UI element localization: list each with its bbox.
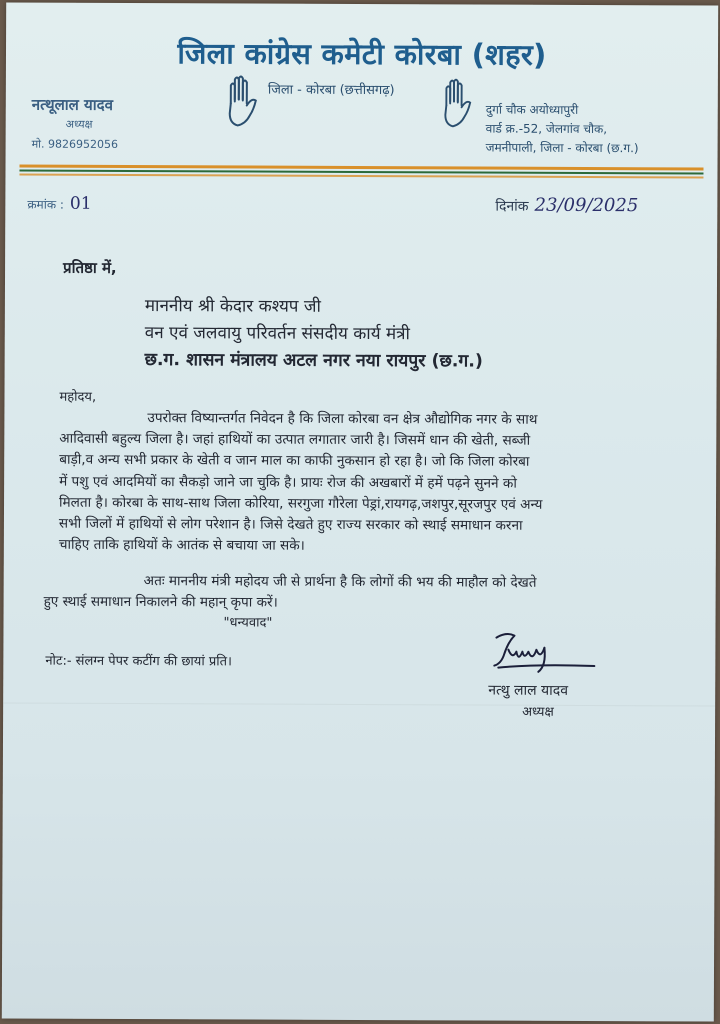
body-line: मिलता है। कोरबा के साथ-साथ जिला कोरिया, सरगुजा गौरेला पेड्रां,रायगढ़,जशपुर,सूरजपुर एवं अन्य xyxy=(59,494,543,513)
reference-label: क्रमांक : xyxy=(27,197,64,212)
recipient-line: माननीय श्री केदार कश्यप जी xyxy=(144,296,321,317)
body-line: चाहिए ताकि हाथियों के आतंक से बचाया जा सके। xyxy=(58,536,305,554)
letterhead-rule xyxy=(19,174,703,179)
letter-sheet xyxy=(2,2,718,1021)
reference-number xyxy=(27,194,91,214)
body-line: उपरोक्त विष्यान्तर्गत निवेदन है कि जिला कोरबा वन क्षेत्र औद्योगिक नगर के साथ xyxy=(147,410,538,428)
president-designation: अध्यक्ष xyxy=(65,117,93,131)
district-line: जिला - कोरबा (छत्तीसगढ़) xyxy=(267,82,395,99)
handwritten-signature xyxy=(488,630,598,676)
president-name: नत्थूलाल यादव xyxy=(31,95,114,114)
body-paragraph-1 xyxy=(59,408,680,559)
body-line: बाड़ी,व अन्य सभी प्रकार के खेती व जान माल का काफी नुकसान हो रहा है। जो कि जिला कोरबा xyxy=(59,452,530,471)
office-address xyxy=(486,101,639,159)
body-line: में पशु एवं आदमियों का सैकड़ो जाने जा चुकि है। प्रायः रोज की अखबारों में हमें पढ़ने सुनने को xyxy=(59,473,517,492)
recipient-address xyxy=(145,293,484,375)
date-value: 23/09/2025 xyxy=(534,194,639,217)
congress-hand-icon xyxy=(438,76,478,132)
congress-hand-icon xyxy=(222,73,264,131)
body-line: हुए स्थाई समाधान निकालने की महान् कृपा करें। xyxy=(43,593,278,611)
date-label: दिनांक xyxy=(495,198,529,215)
letter-date xyxy=(495,195,638,217)
address-line: जमनीपाली, जिला - कोरबा (छ.ग.) xyxy=(485,140,639,156)
recipient-line: छ.ग. शासन मंत्रालय अटल नगर नया रायपुर (छ.ग.) xyxy=(144,350,483,372)
signatory-name: नत्थु लाल यादव xyxy=(488,682,569,699)
recipient-line: वन एवं जलवायु परिवर्तन संसदीय कार्य मंत्री xyxy=(144,323,410,345)
president-mobile: मो. 9826952056 xyxy=(31,137,119,151)
body-line: आदिवासी बहुल्य जिला है। जहां हाथियों का उत्पात लगातार जारी है। जिसमें धान की खेती, सब्जी xyxy=(59,430,531,449)
body-line: सभी जिलों में हाथियों से लोग परेशान है। जिसे देखते हुए राज्य सरकार को स्थाई समाधान करना xyxy=(58,515,523,534)
enclosure-note: नोट:- संलग्न पेपर कटींग की छायां प्रति। xyxy=(45,653,233,670)
body-paragraph-2 xyxy=(44,571,678,616)
recipient-salutation: प्रतिष्ठा में, xyxy=(63,258,117,277)
paper-fold xyxy=(3,702,715,706)
thanks-line: "धन्यवाद" xyxy=(223,615,273,631)
address-line: वार्ड क्र.-52, जेलगांव चौक, xyxy=(485,121,608,137)
signatory-designation: अध्यक्ष xyxy=(522,704,554,720)
reference-value: 01 xyxy=(69,193,92,214)
body-line: अतः माननीय मंत्री महोदय जी से प्रार्थना है कि लोगों की भय की माहौल को देखते xyxy=(143,573,537,591)
organization-title: जिला कांग्रेस कमेटी कोरबा (शहर) xyxy=(177,36,547,72)
greeting: महोदय, xyxy=(59,389,97,405)
address-line: दुर्गा चौक अयोध्यापुरी xyxy=(485,102,579,117)
